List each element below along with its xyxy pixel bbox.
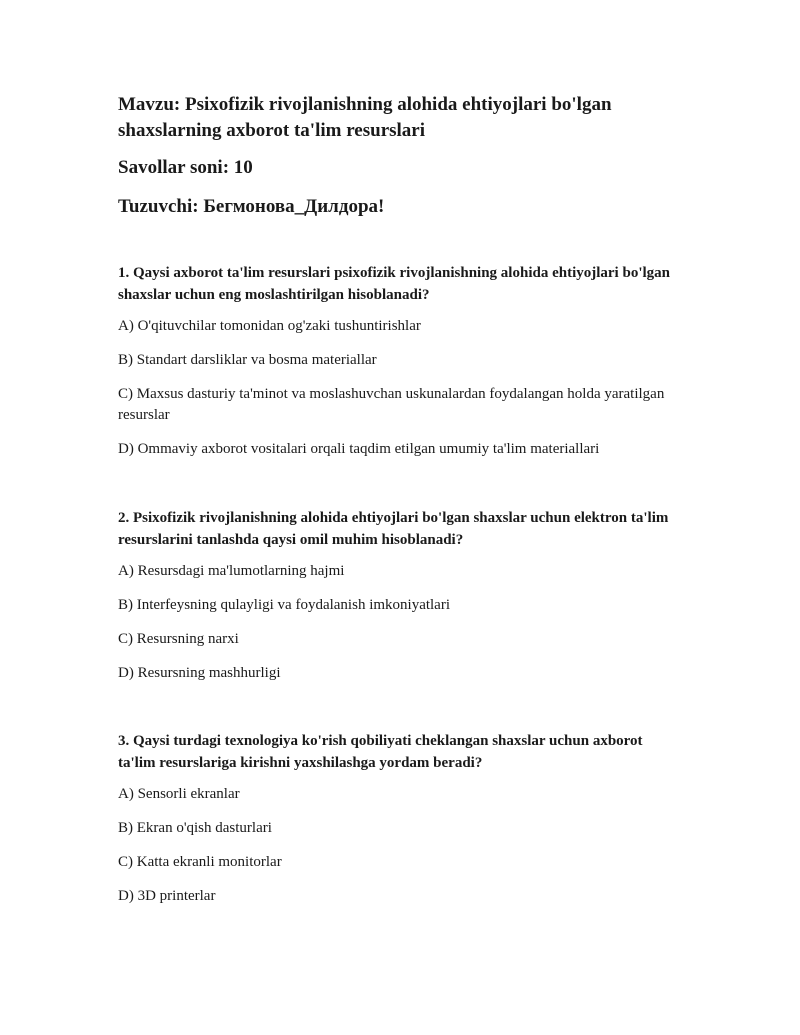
question-text: 1. Qaysi axborot ta'lim resurslari psixofizik rivojlanishning alohida ehtiyojlari bo'lgan shaxslar uchun eng moslashtirilgan hisoblanadi? bbox=[118, 265, 670, 303]
question-3 bbox=[118, 730, 678, 904]
answer-option-a: A) O'qituvchilar tomonidan og'zaki tushuntirishlar bbox=[118, 318, 421, 334]
answer-option-d: D) Resursning mashhurligi bbox=[118, 665, 281, 681]
answer-option-b: B) Ekran o'qish dasturlari bbox=[118, 820, 272, 836]
answer-option-c: C) Resursning narxi bbox=[118, 631, 239, 647]
question-text: 2. Psixofizik rivojlanishning alohida ehtiyojlari bo'lgan shaxslar uchun elektron ta'lim resurslarini tanlashda qaysi omil muhim hisoblanadi? bbox=[118, 510, 669, 548]
question-2 bbox=[118, 507, 678, 681]
question-count: Savollar soni: 10 bbox=[118, 157, 253, 178]
answer-option-d: D) Ommaviy axborot vositalari orqali taqdim etilgan umumiy ta'lim materiallari bbox=[118, 441, 600, 457]
answer-option-c: C) Katta ekranli monitorlar bbox=[118, 854, 282, 870]
author-line: Tuzuvchi: Бегмонова_Дилдора! bbox=[118, 196, 385, 217]
question-text: 3. Qaysi turdagi texnologiya ko'rish qobiliyati cheklangan shaxslar uchun axborot ta'lim resurslariga kirishni yaxshilashga yordam beradi? bbox=[118, 733, 643, 771]
answer-option-b: B) Interfeysning qulayligi va foydalanish imkoniyatlari bbox=[118, 597, 451, 613]
answer-option-a: A) Sensorli ekranlar bbox=[118, 786, 240, 802]
answer-option-d: D) 3D printerlar bbox=[118, 888, 216, 904]
answer-option-a: A) Resursdagi ma'lumotlarning hajmi bbox=[118, 563, 345, 579]
answer-option-b: B) Standart darsliklar va bosma materiallar bbox=[118, 352, 377, 368]
answer-option-c: C) Maxsus dasturiy ta'minot va moslashuvchan uskunalardan foydalangan holda yaratilgan resurslar bbox=[118, 386, 665, 423]
topic-heading: Mavzu: Psixofizik rivojlanishning alohida ehtiyojlari bo'lgan shaxslarning axborot ta'lim resurslari bbox=[118, 94, 612, 141]
question-1 bbox=[118, 262, 678, 457]
